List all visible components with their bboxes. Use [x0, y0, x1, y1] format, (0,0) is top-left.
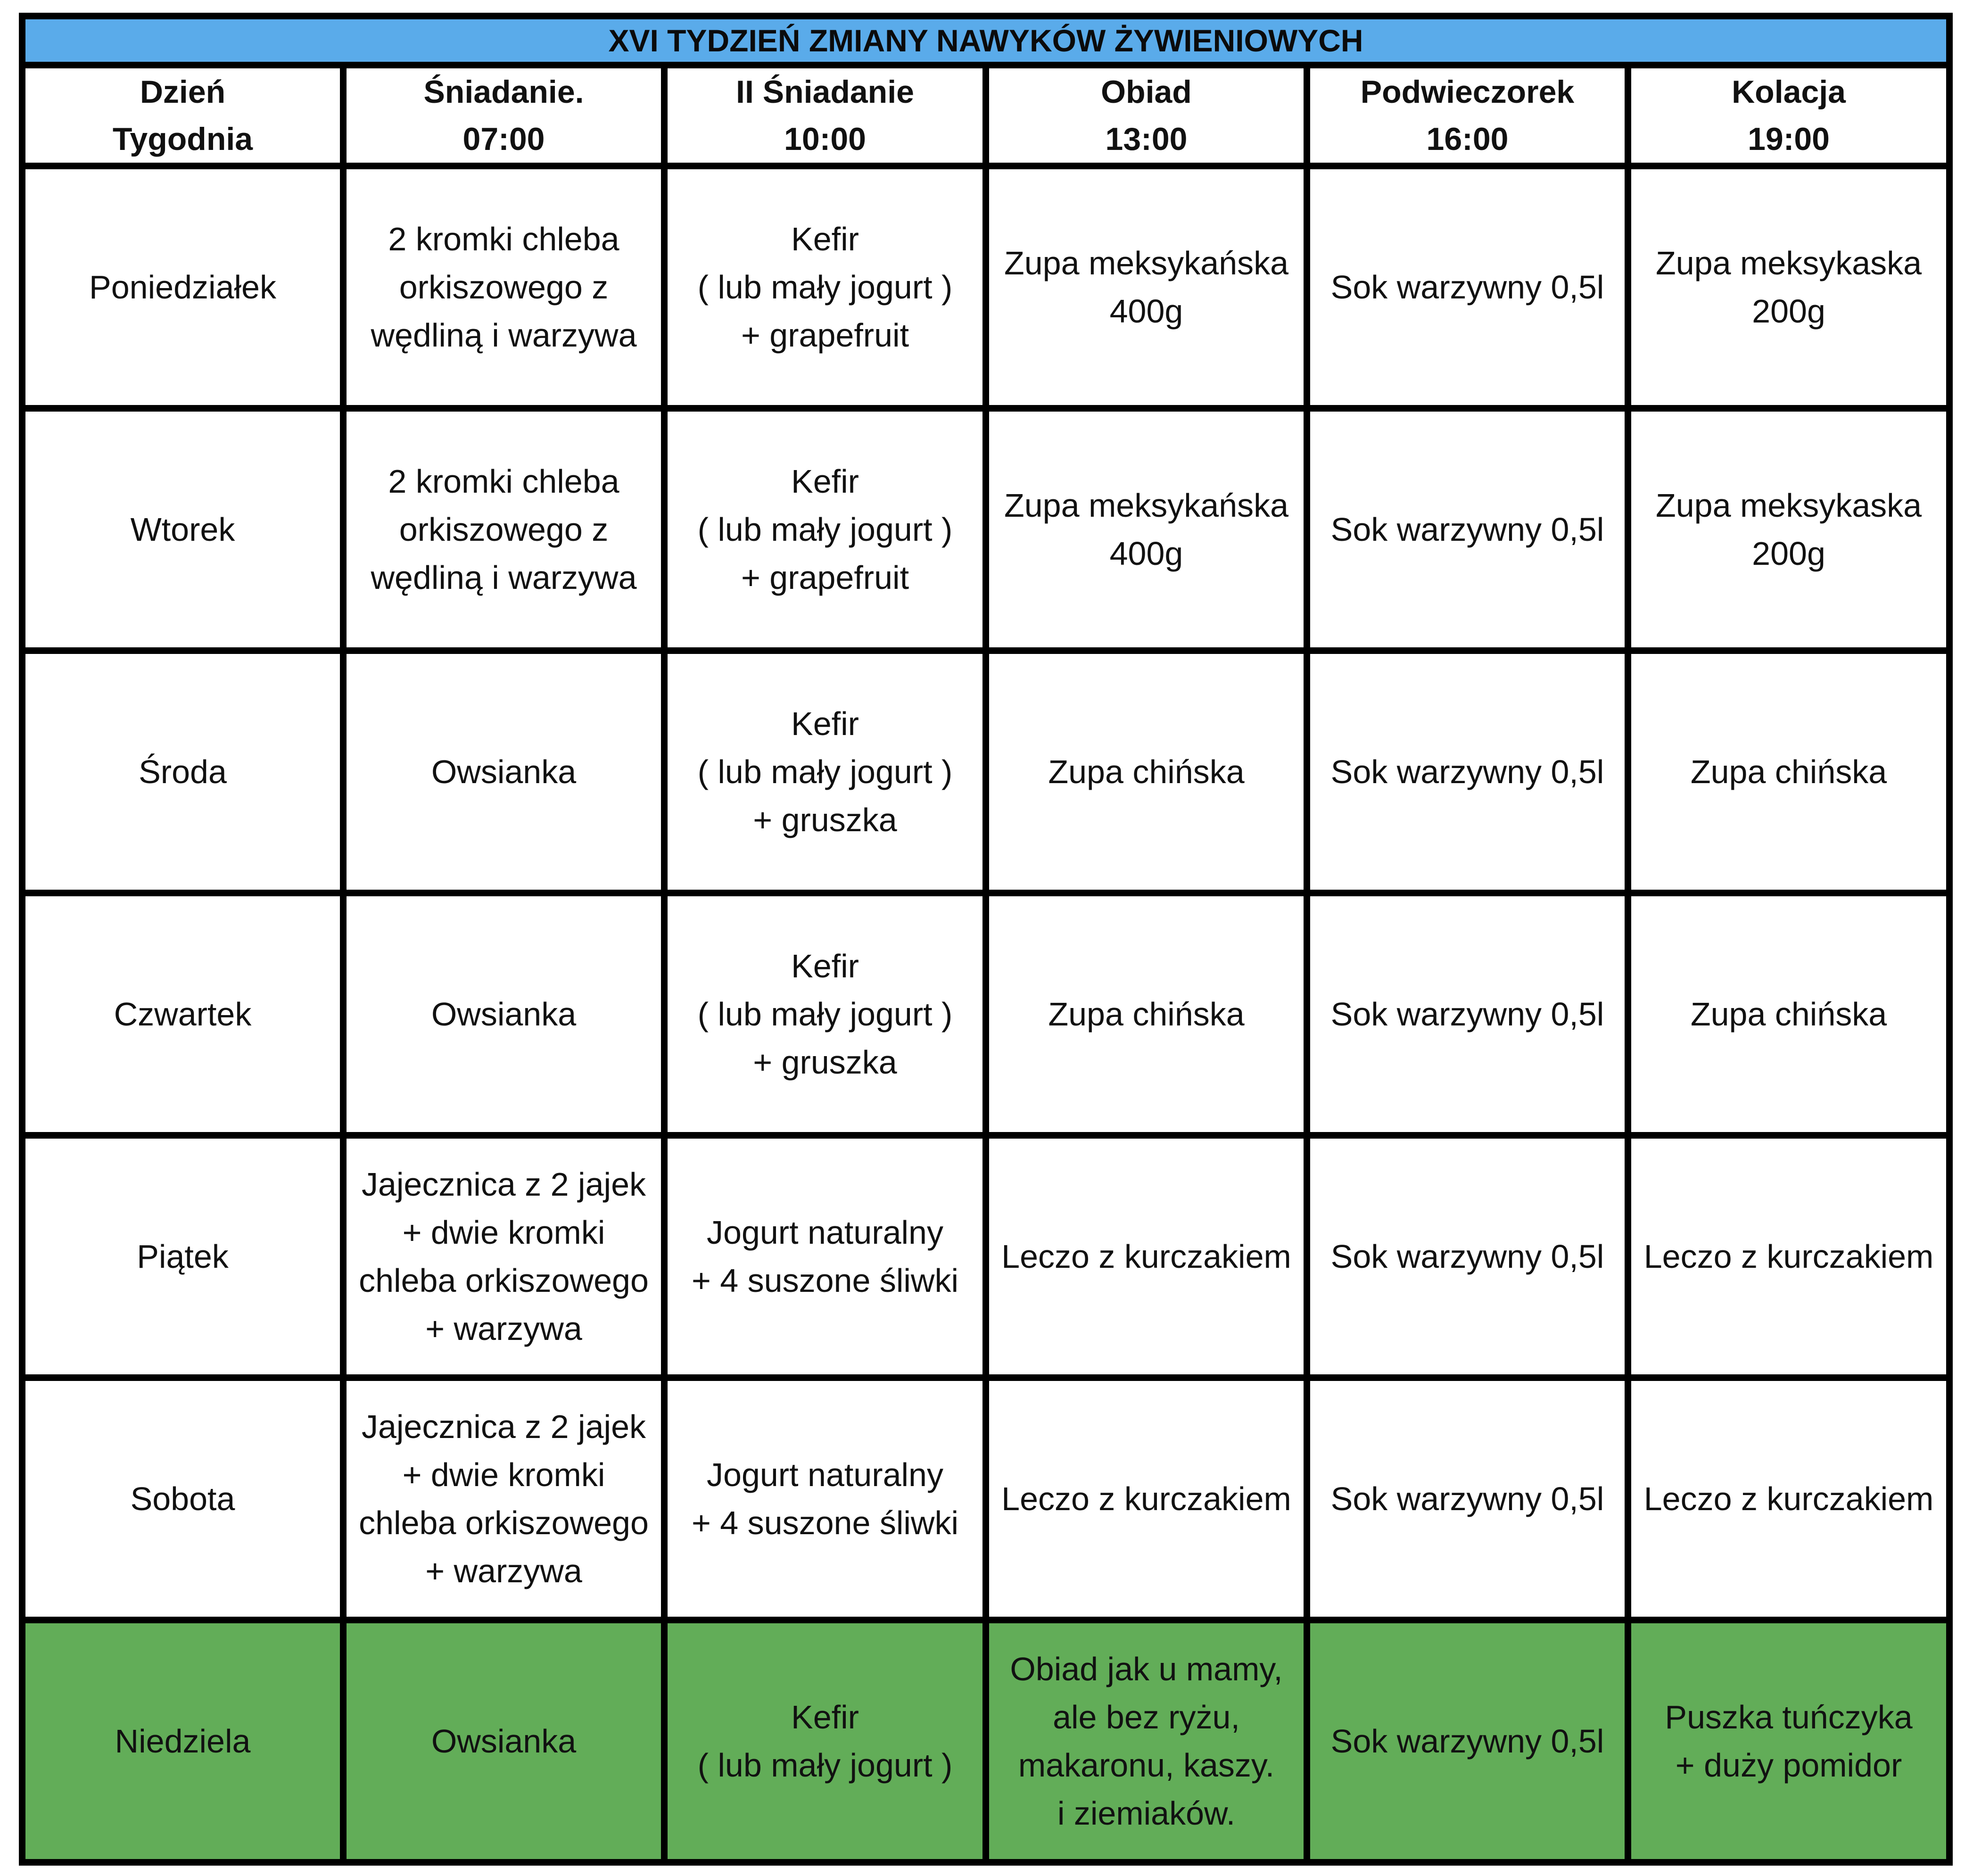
cell-line: + grapefruit — [741, 559, 909, 596]
cell-line: Sok warzywny 0,5l — [1330, 1480, 1604, 1517]
cell-line: Sok warzywny 0,5l — [1330, 511, 1604, 548]
cell-line: Zupa meksykańska — [1004, 245, 1289, 281]
cell-line: Jajecznica z 2 jajek — [361, 1408, 646, 1445]
cell-line: orkiszowego z — [399, 269, 609, 306]
table-row — [22, 651, 1949, 893]
cell-line: ( lub mały jogurt ) — [697, 996, 953, 1033]
header-line: Tygodnia — [112, 121, 253, 157]
cell-line: makaronu, kaszy. — [1018, 1747, 1275, 1784]
cell-line: Sok warzywny 0,5l — [1330, 996, 1604, 1033]
cell-line: 400g — [1109, 535, 1183, 572]
cell-line: + warzywa — [425, 1553, 582, 1589]
header-line: Podwieczorek — [1360, 74, 1575, 110]
cell-line: i ziemiaków. — [1057, 1795, 1236, 1832]
header-second-breakfast — [664, 65, 986, 166]
cell-lunch — [986, 166, 1307, 408]
cell-line: Zupa chińska — [1048, 753, 1245, 790]
cell-dinner — [1628, 408, 1949, 651]
cell-line: Leczo z kurczakiem — [1643, 1480, 1934, 1517]
cell-day: Środa — [22, 651, 343, 893]
cell-day: Wtorek — [22, 408, 343, 651]
table-title: XVI TYDZIEŃ ZMIANY NAWYKÓW ŻYWIENIOWYCH — [22, 16, 1949, 65]
cell-line: ( lub mały jogurt ) — [697, 511, 953, 548]
cell-breakfast — [343, 893, 664, 1135]
cell-dinner — [1628, 1135, 1949, 1378]
cell-line: Jogurt naturalny — [707, 1456, 943, 1493]
cell-line: 400g — [1109, 293, 1183, 330]
cell-line: + 4 suszone śliwki — [691, 1504, 959, 1541]
header-line: Kolacja — [1732, 74, 1846, 110]
header-line: II Śniadanie — [736, 74, 914, 110]
cell-line: 2 kromki chleba — [388, 221, 619, 257]
header-line: Obiad — [1101, 74, 1192, 110]
cell-line: Leczo z kurczakiem — [1001, 1238, 1291, 1275]
cell-line: Owsianka — [431, 1723, 577, 1760]
cell-lunch — [986, 1620, 1307, 1862]
cell-line: 200g — [1752, 293, 1825, 330]
table-row — [22, 408, 1949, 651]
cell-line: + gruszka — [753, 802, 897, 838]
cell-breakfast — [343, 651, 664, 893]
cell-afternoon-snack — [1307, 651, 1628, 893]
cell-dinner — [1628, 166, 1949, 408]
cell-line: 200g — [1752, 535, 1825, 572]
cell-afternoon-snack — [1307, 1378, 1628, 1620]
cell-line: Jajecznica z 2 jajek — [361, 1166, 646, 1203]
title-row — [22, 16, 1949, 65]
cell-second-breakfast — [664, 408, 986, 651]
cell-line: + 4 suszone śliwki — [691, 1262, 959, 1299]
cell-line: Obiad jak u mamy, — [1010, 1651, 1283, 1687]
cell-dinner — [1628, 893, 1949, 1135]
cell-line: ale bez ryżu, — [1053, 1699, 1240, 1736]
header-afternoon-snack — [1307, 65, 1628, 166]
cell-line: + gruszka — [753, 1044, 897, 1081]
cell-day: Sobota — [22, 1378, 343, 1620]
header-row — [22, 65, 1949, 166]
cell-line: Puszka tuńczyka — [1665, 1699, 1913, 1736]
cell-second-breakfast — [664, 893, 986, 1135]
meal-plan-table — [19, 13, 1953, 1866]
header-line: Śniadanie. — [423, 74, 584, 110]
header-line: Dzień — [140, 74, 226, 110]
cell-line: Sok warzywny 0,5l — [1330, 1723, 1604, 1760]
cell-lunch — [986, 1378, 1307, 1620]
cell-line: Zupa chińska — [1690, 753, 1887, 790]
header-line: 13:00 — [1105, 121, 1188, 157]
cell-line: + grapefruit — [741, 317, 909, 354]
header-line: 16:00 — [1426, 121, 1509, 157]
cell-line: + dwie kromki — [402, 1214, 605, 1251]
cell-breakfast — [343, 1620, 664, 1862]
header-day — [22, 65, 343, 166]
cell-line: ( lub mały jogurt ) — [697, 753, 953, 790]
cell-second-breakfast — [664, 1135, 986, 1378]
cell-afternoon-snack — [1307, 1135, 1628, 1378]
cell-line: Leczo z kurczakiem — [1643, 1238, 1934, 1275]
cell-lunch — [986, 1135, 1307, 1378]
cell-line: Leczo z kurczakiem — [1001, 1480, 1291, 1517]
cell-line: Kefir — [791, 1699, 859, 1736]
cell-breakfast — [343, 408, 664, 651]
header-line: 07:00 — [462, 121, 545, 157]
cell-breakfast — [343, 1135, 664, 1378]
cell-afternoon-snack — [1307, 408, 1628, 651]
table-row — [22, 1620, 1949, 1862]
cell-dinner — [1628, 1378, 1949, 1620]
cell-second-breakfast — [664, 1378, 986, 1620]
header-lunch — [986, 65, 1307, 166]
cell-line: Sok warzywny 0,5l — [1330, 753, 1604, 790]
cell-line: Zupa chińska — [1690, 996, 1887, 1033]
cell-line: Kefir — [791, 221, 859, 257]
cell-line: 2 kromki chleba — [388, 463, 619, 500]
table-row — [22, 893, 1949, 1135]
cell-second-breakfast — [664, 1620, 986, 1862]
cell-day: Czwartek — [22, 893, 343, 1135]
cell-afternoon-snack — [1307, 166, 1628, 408]
cell-breakfast — [343, 1378, 664, 1620]
cell-line: Kefir — [791, 705, 859, 742]
cell-line: Owsianka — [431, 996, 577, 1033]
header-line: 10:00 — [784, 121, 866, 157]
cell-line: Kefir — [791, 463, 859, 500]
table-row — [22, 166, 1949, 408]
cell-line: orkiszowego z — [399, 511, 609, 548]
cell-lunch — [986, 408, 1307, 651]
cell-line: Zupa chińska — [1048, 996, 1245, 1033]
cell-line: Kefir — [791, 948, 859, 984]
cell-line: Zupa meksykaska — [1655, 245, 1922, 281]
table-row — [22, 1378, 1949, 1620]
cell-line: + duży pomidor — [1675, 1747, 1902, 1784]
cell-day: Niedziela — [22, 1620, 343, 1862]
cell-line: chleba orkiszowego — [359, 1262, 649, 1299]
cell-line: Sok warzywny 0,5l — [1330, 269, 1604, 306]
cell-line: Sok warzywny 0,5l — [1330, 1238, 1604, 1275]
cell-line: Zupa meksykańska — [1004, 487, 1289, 524]
cell-breakfast — [343, 166, 664, 408]
header-line: 19:00 — [1748, 121, 1830, 157]
cell-line: wędliną i warzywa — [371, 317, 637, 354]
cell-day: Piątek — [22, 1135, 343, 1378]
cell-line: Zupa meksykaska — [1655, 487, 1922, 524]
cell-lunch — [986, 651, 1307, 893]
cell-second-breakfast — [664, 166, 986, 408]
header-breakfast — [343, 65, 664, 166]
cell-line: + warzywa — [425, 1310, 582, 1347]
cell-line: Jogurt naturalny — [707, 1214, 943, 1251]
cell-day: Poniedziałek — [22, 166, 343, 408]
table-row — [22, 1135, 1949, 1378]
cell-dinner — [1628, 651, 1949, 893]
cell-line: wędliną i warzywa — [371, 559, 637, 596]
cell-lunch — [986, 893, 1307, 1135]
cell-afternoon-snack — [1307, 1620, 1628, 1862]
cell-afternoon-snack — [1307, 893, 1628, 1135]
cell-line: ( lub mały jogurt ) — [697, 269, 953, 306]
cell-line: ( lub mały jogurt ) — [697, 1747, 953, 1784]
cell-line: chleba orkiszowego — [359, 1504, 649, 1541]
cell-line: Owsianka — [431, 753, 577, 790]
cell-dinner — [1628, 1620, 1949, 1862]
header-dinner — [1628, 65, 1949, 166]
cell-second-breakfast — [664, 651, 986, 893]
cell-line: + dwie kromki — [402, 1456, 605, 1493]
